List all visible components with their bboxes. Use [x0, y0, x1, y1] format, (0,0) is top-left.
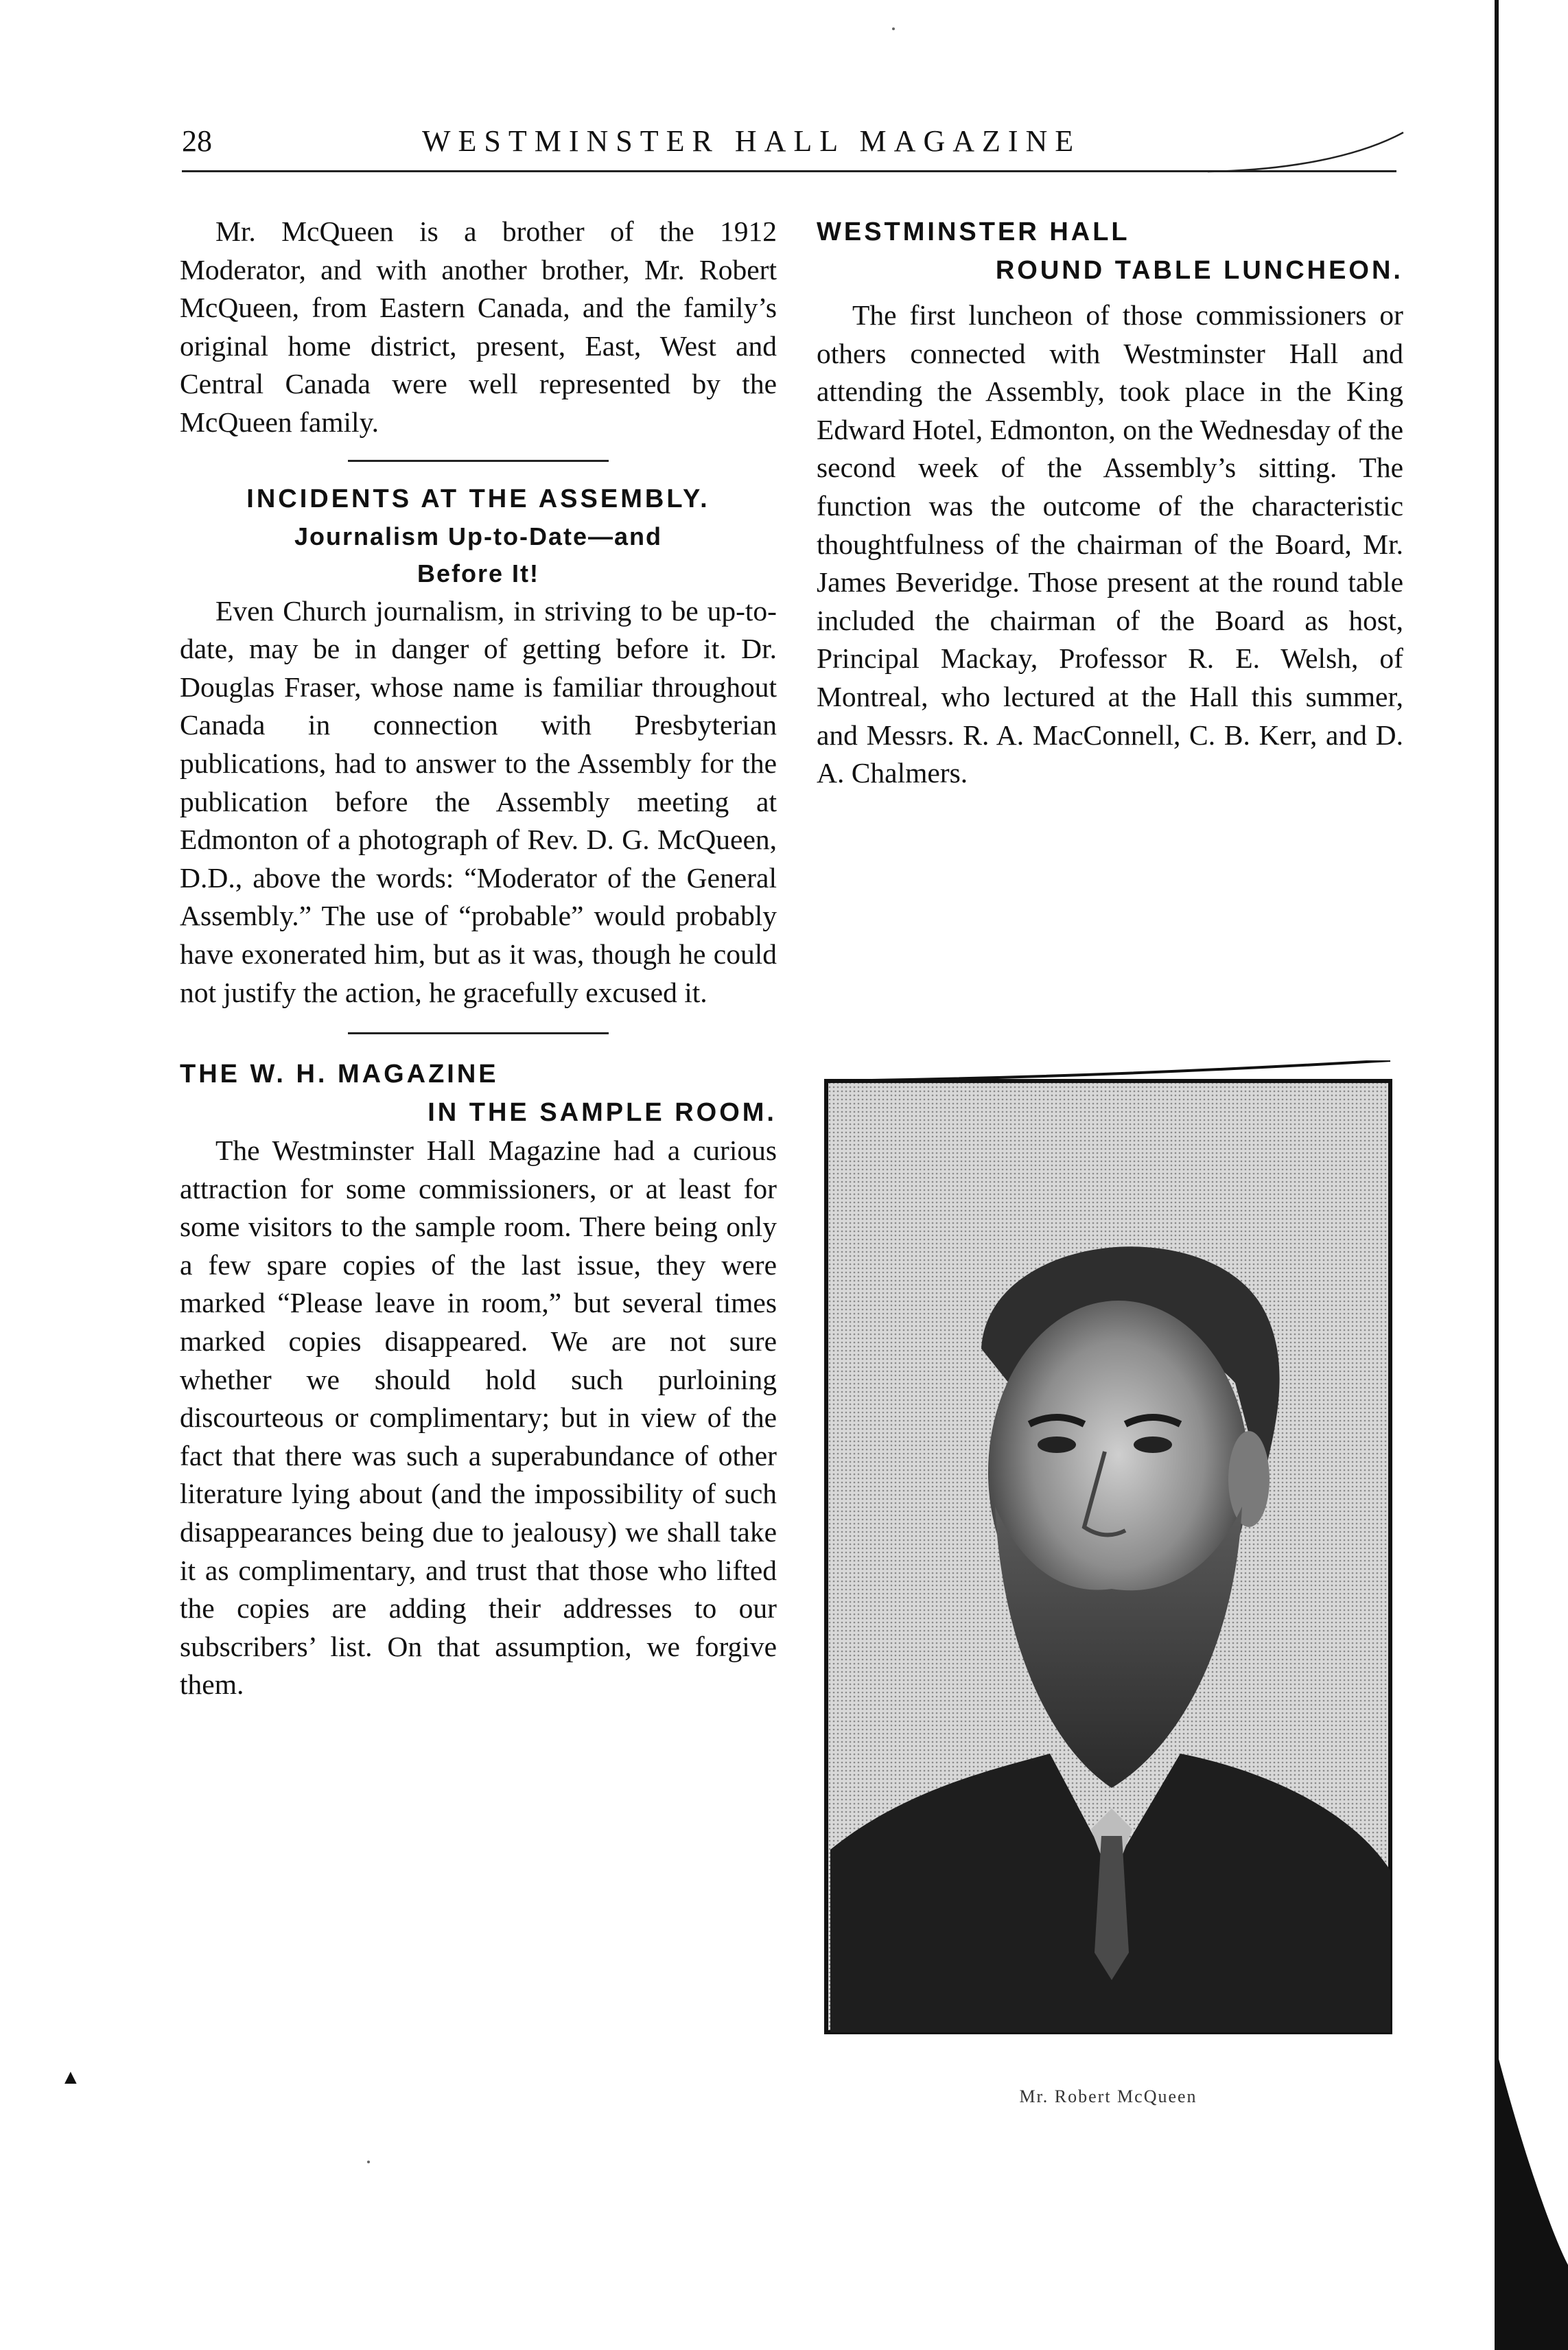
article-heading-luncheon-line1: WESTMINSTER HALL [817, 218, 1130, 246]
paper-speck [367, 2161, 370, 2163]
article-heading-luncheon-line2: ROUND TABLE LUNCHEON. [995, 256, 1403, 285]
article-heading-magazine-line1: THE W. H. MAGAZINE [180, 1060, 499, 1089]
article-subheading-line1: Journalism Up-to-Date—and [294, 522, 663, 550]
intro-paragraph: Mr. McQueen is a brother of the 1912 Moderator, and with another brother, Mr. Robert McQueen, from Eastern Canada, and the family’s original home district, present, East, West and Central Canada were well represented by the McQueen family. [180, 216, 777, 438]
article-heading-incidents: INCIDENTS AT THE ASSEMBLY. [246, 484, 710, 513]
article-heading-magazine-line2: IN THE SAMPLE ROOM. [428, 1098, 777, 1128]
left-column [180, 213, 777, 1704]
article-subheading-line2: Before It! [417, 559, 539, 588]
book-binding-edge [1499, 0, 1568, 2350]
running-title: WESTMINSTER HALL MAGAZINE [422, 124, 1081, 158]
portrait-image [823, 1060, 1393, 2035]
article-body-incidents: Even Church journalism, in striving to be up-to-date, may be in danger of getting before it. Dr. Douglas Fraser, whose name is familiar throughout Canada in connection with Presbyterian publications, had to answer to the Assembly for the publication before the Assembly meeting at Edmonton of a photograph of Rev. D. G. McQueen, D.D., above the words: “Moderator of the General Assembly.” The use of “probable” would probably have exonerated him, but as it was, though he could not justify the action, he gracefully excused it. [180, 594, 777, 1008]
right-column [817, 213, 1403, 793]
article-body-magazine: The Westminster Hall Magazine had a curious attraction for some commissioners, or at least for some visitors to the sample room. There being only a few spare copies of the last issue, they were marked “Please leave in room,” but several times marked copies disappeared. We are not sure whether we should hold such purloining discourteous or complimentary; but in view of the fact that there was such a superabundance of other literature lying about (and the impossibility of such disappearances being due to jealousy) we shall take it as complimentary, and trust that those who lifted the copies are adding their addresses to our subscribers’ list. On that assumption, we forgive them. [180, 1135, 777, 1701]
paper-speck [892, 27, 895, 30]
header-swash-ornament [1208, 129, 1407, 177]
section-separator [348, 1032, 609, 1034]
article-body-luncheon: The first luncheon of those commissioners or others connected with Westminster Hall and attending the Assembly, took place in the King Edward Hotel, Edmonton, on the Wednesday of the second week of the Assembly’s sitting. The function was the outcome of the characteristic thoughtfulness of the chairman of the Board, Mr. James Beveridge. Those present at the round table included the chairman of the Board as host, Principal Mackay, Professor R. E. Welsh, of Montreal, who lectured at the Hall this summer, and Messrs. R. A. MacConnell, C. B. Kerr, and D. A. Chalmers. [817, 299, 1403, 789]
portrait-photograph [823, 1060, 1393, 2035]
photo-caption: Mr. Robert McQueen [1019, 2086, 1197, 2106]
page-number: 28 [182, 124, 212, 158]
section-separator [348, 460, 609, 462]
margin-mark: ▲ [60, 2066, 81, 2089]
